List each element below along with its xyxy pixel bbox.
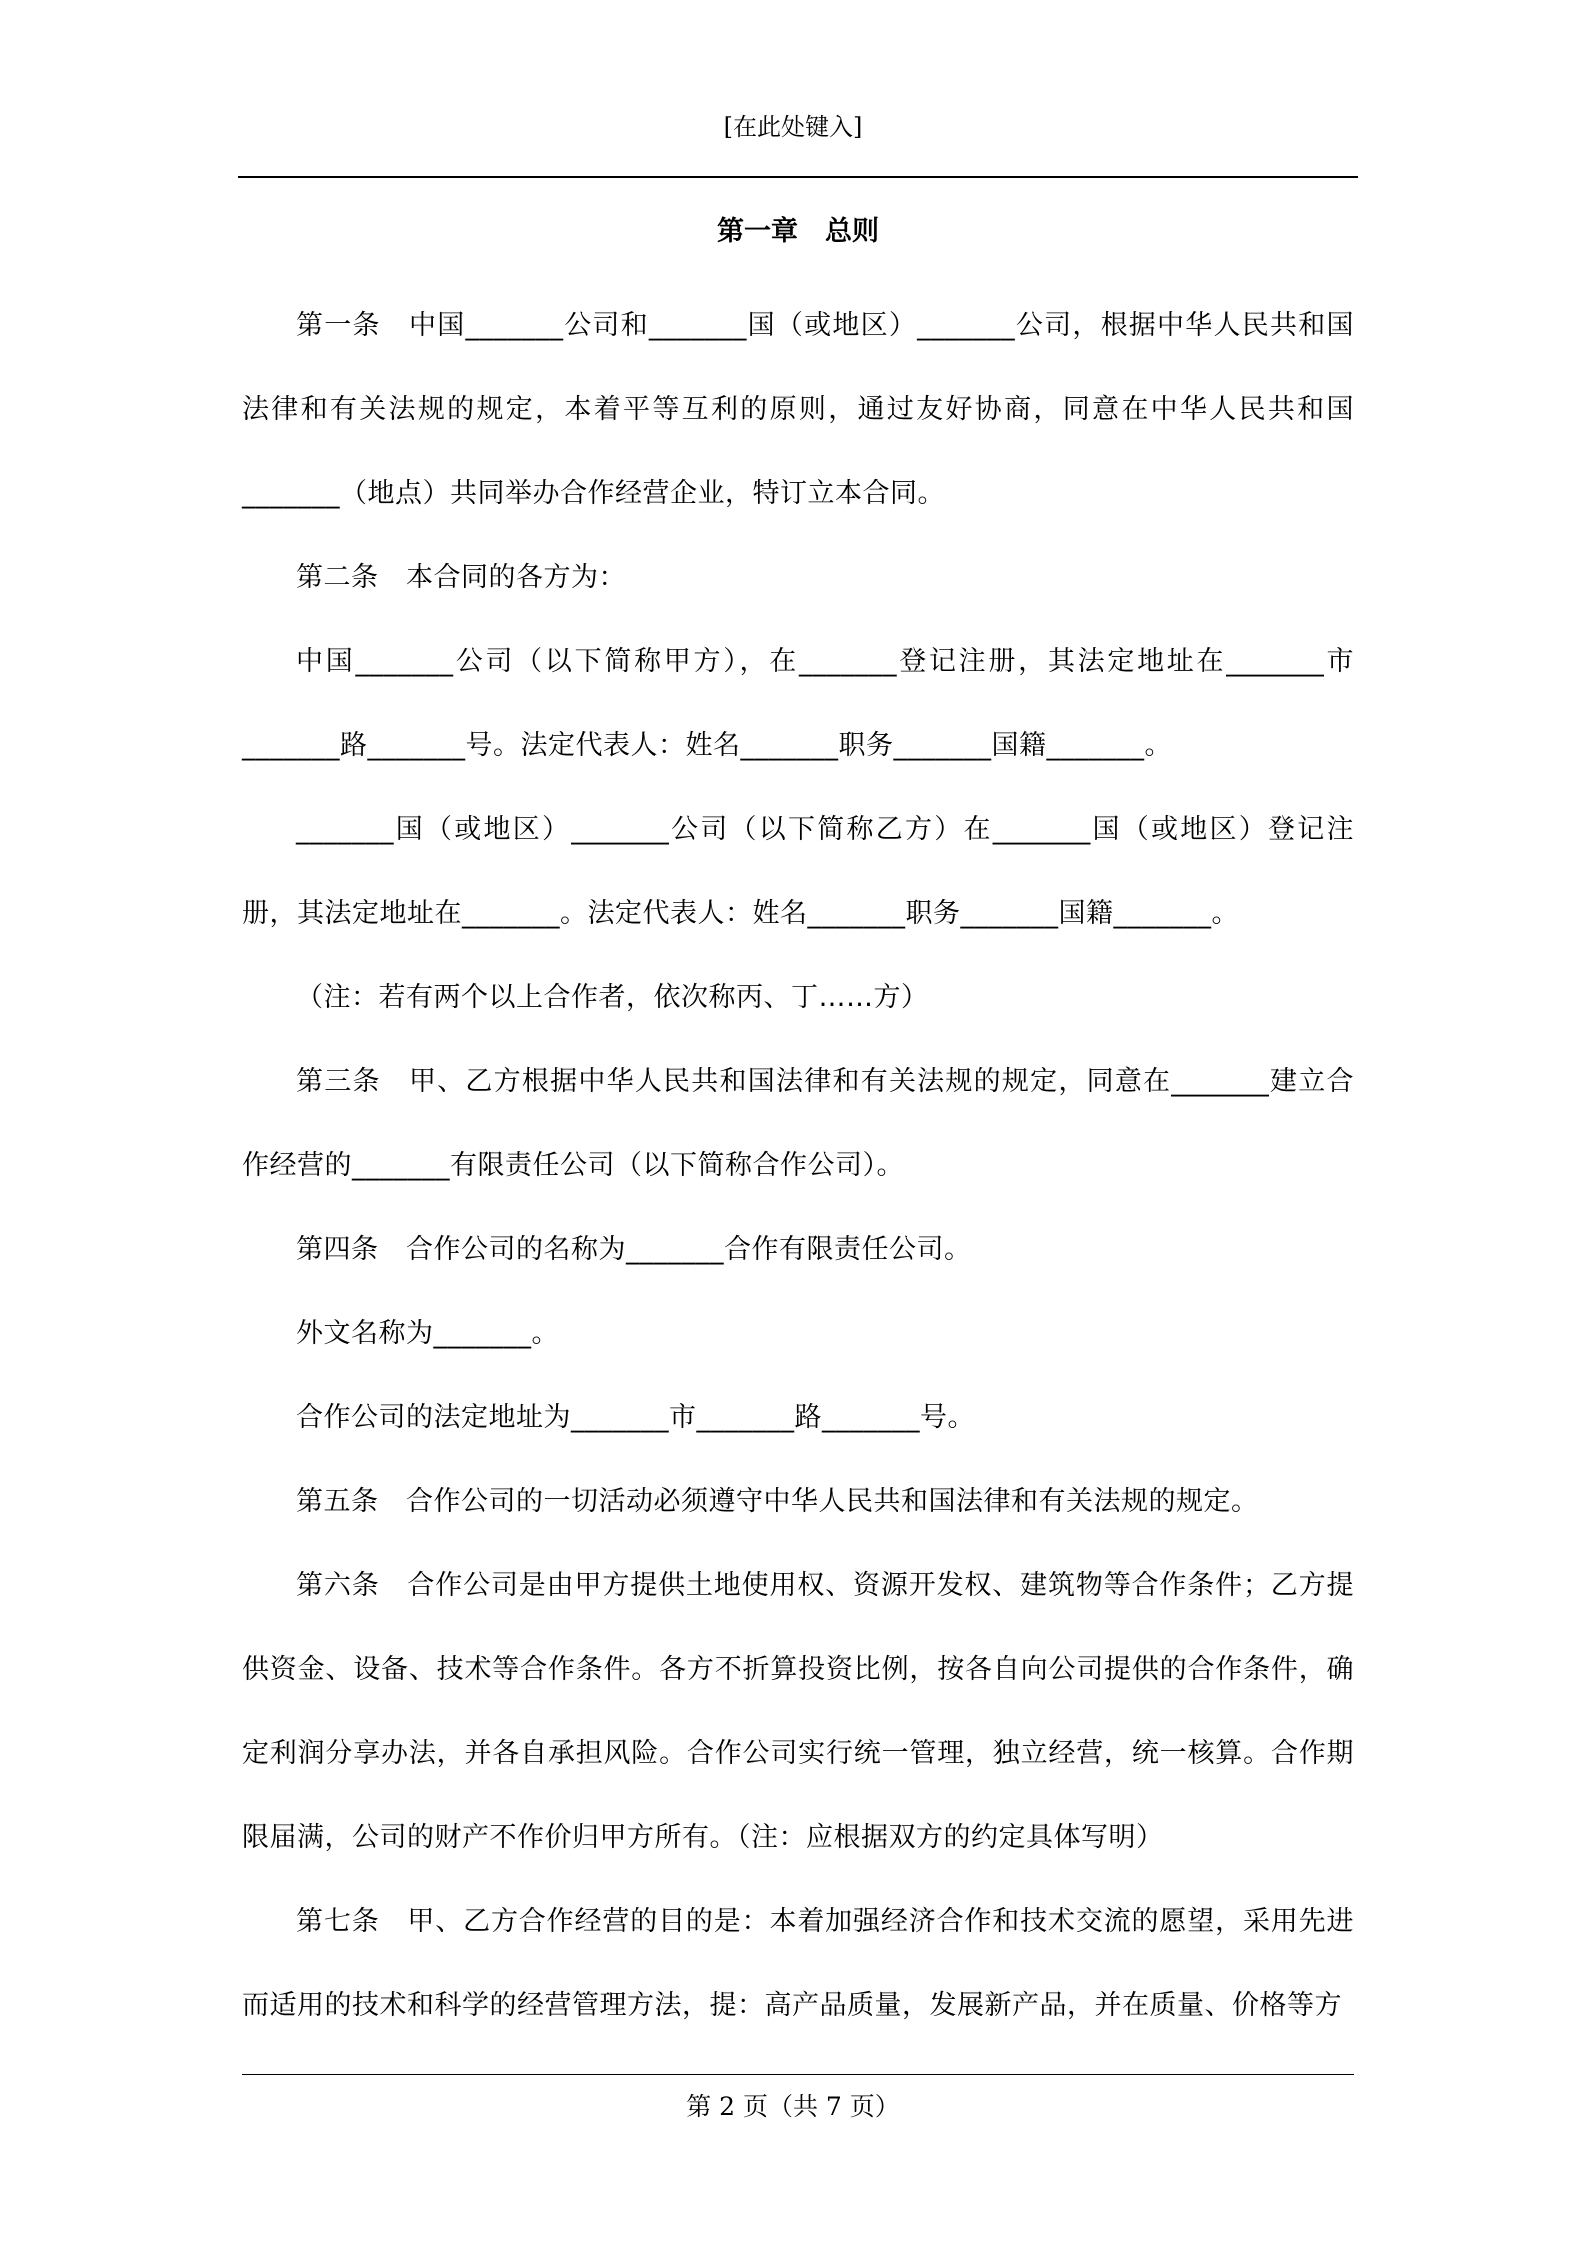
footer-divider — [242, 2074, 1354, 2075]
paragraph-text: 第七条 甲、乙方合作经营的目的是：本着加强经济合作和技术交流的愿望，采用先进而适用的技术和科学的经营管理方法，提：高产品质量，发展新产品，并在质量、价格等方 — [242, 1906, 1354, 2021]
article-4-paragraph — [242, 1208, 1354, 1292]
article-1-paragraph — [242, 284, 1354, 536]
paragraph-text: 第四条 合作公司的名称为_______合作有限责任公司。 — [296, 1234, 972, 1265]
page-footer: 第 2 页（共 7 页） — [686, 2092, 900, 2121]
paragraph-text: _______国（或地区）_______公司（以下简称乙方）在_______国（或地区）登记注册，其法定地址在_______。法定代表人：姓名_______职务_______国籍_______。 — [242, 814, 1354, 929]
party-b-paragraph — [242, 788, 1354, 956]
article-2-paragraph — [242, 536, 1354, 620]
paragraph-text: 合作公司的法定地址为_______市_______路_______号。 — [296, 1402, 975, 1433]
page-header: [在此处键入] — [723, 113, 863, 141]
foreign-name-paragraph — [242, 1292, 1354, 1376]
legal-address-paragraph — [242, 1376, 1354, 1460]
article-5-paragraph — [242, 1460, 1354, 1544]
article-3-paragraph — [242, 1040, 1354, 1208]
paragraph-text: 第二条 本合同的各方为： — [296, 562, 626, 593]
paragraph-text: 第五条 合作公司的一切活动必须遵守中华人民共和国法律和有关法规的规定。 — [296, 1486, 1259, 1517]
paragraph-text: 外文名称为_______。 — [296, 1318, 559, 1349]
chapter-title: 第一章 总则 — [717, 216, 879, 247]
paragraph-text: 第六条 合作公司是由甲方提供土地使用权、资源开发权、建筑物等合作条件；乙方提供资金、设备、技术等合作条件。各方不折算投资比例，按各自向公司提供的合作条件，确定利润分享办法，并各自承担风险。合作公司实行统一管理，独立经营，统一核算。合作期限届满，公司的财产不作价归甲方所有。（注：应根据双方的约定具体写明） — [242, 1570, 1354, 1853]
article-6-paragraph — [242, 1544, 1354, 1880]
paragraph-text: （注：若有两个以上合作者，依次称丙、丁……方） — [296, 982, 929, 1013]
note-paragraph — [242, 956, 1354, 1040]
header-divider — [238, 176, 1358, 178]
paragraph-text: 中国_______公司（以下简称甲方），在_______登记注册，其法定地址在_______市_______路_______号。法定代表人：姓名_______职务_______国籍_______。 — [242, 646, 1354, 761]
party-a-paragraph — [242, 620, 1354, 788]
article-7-paragraph — [242, 1880, 1354, 2048]
paragraph-text: 第一条 中国_______公司和_______国（或地区）_______公司，根据中华人民共和国法律和有关法规的规定，本着平等互利的原则，通过友好协商，同意在中华人民共和国_______（地点）共同举办合作经营企业，特订立本合同。 — [242, 310, 1354, 509]
document-body — [242, 200, 1354, 2048]
paragraph-text: 第三条 甲、乙方根据中华人民共和国法律和有关法规的规定，同意在_______建立合作经营的_______有限责任公司（以下简称合作公司）。 — [242, 1066, 1354, 1181]
